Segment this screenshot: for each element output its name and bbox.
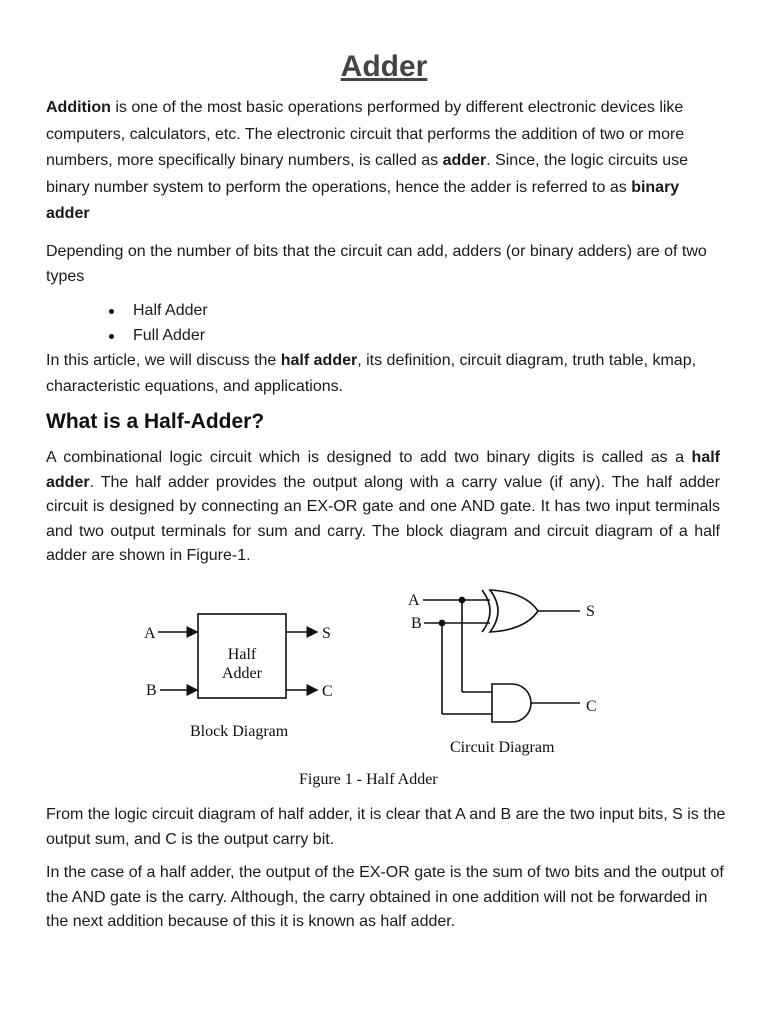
definition-text-2: . The half adder provides the output along with a carry value (if any). The half adder circuit is designed by connecting an EX-OR gate and one AND gate. It has two input terminals and two output terminals for sum and carry. The block diagram and circuit diagram of a half adder are shown in Figure-1. [46, 473, 720, 565]
types-paragraph: Depending on the number of bits that the circuit can add, adders (or binary adders) are of two types [46, 243, 707, 285]
intro-bold-addition: Addition [46, 99, 111, 116]
adder-types-list [105, 298, 208, 348]
half-adder-diagram [110, 584, 640, 794]
circuit-diagram-caption: Circuit Diagram [450, 739, 555, 756]
definition-bold-half-adder: half adder [46, 449, 720, 491]
explanation-paragraph-2: In the case of a half adder, the output of the EX-OR gate is the sum of two bits and the output of the AND gate is the carry. Although, the carry obtained in one addition will not be forwarded in the next addition because of this it is known as half adder. [46, 864, 724, 931]
block-label-half: Half [227, 646, 257, 663]
section-heading: What is a Half-Adder? [46, 410, 265, 433]
article-bold-half-adder: half adder [280, 352, 358, 369]
circuit-output-c-label: C [586, 698, 597, 715]
explanation-paragraph-1: From the logic circuit diagram of half adder, it is clear that A and B are the two input bits, S is the output sum, and C is the output carry bit. [46, 806, 726, 848]
and-gate [492, 684, 531, 722]
definition-paragraph [46, 446, 720, 569]
page-title: Adder [340, 50, 428, 83]
figure-caption: Figure 1 - Half Adder [299, 771, 438, 788]
block-input-a-label: A [144, 625, 156, 642]
article-text-2: , its definition, circuit diagram, truth table, kmap, characteristic equations, and applications. [46, 352, 697, 395]
block-input-b-label: B [146, 682, 157, 699]
article-paragraph [46, 348, 726, 400]
xor-gate [490, 590, 538, 632]
definition-text-1: A combinational logic circuit which is designed to add two binary digits is called as a [46, 449, 692, 466]
list-item: Half Adder [105, 298, 208, 323]
intro-bold-binary-adder: binary adder [46, 178, 680, 222]
xor-gate-back [482, 590, 490, 632]
list-item: Full Adder [105, 323, 208, 348]
block-output-s-label: S [322, 625, 331, 642]
intro-bold-adder: adder [442, 152, 487, 169]
block-label-adder: Adder [222, 665, 262, 682]
block-diagram-caption: Block Diagram [190, 723, 289, 740]
half-adder-figure [110, 584, 640, 794]
block-output-c-label: C [322, 683, 333, 700]
intro-text-2: . Since, the logic circuits use binary number system to perform the operations, hence the adder is referred to as [46, 152, 689, 196]
intro-text-1: is one of the most basic operations performed by different electronic devices like computers, calculators, etc. The electronic circuit that performs the addition of two or more numbers, more specifically binary numbers, is called as [46, 99, 685, 169]
article-text-1: In this article, we will discuss the [46, 352, 281, 369]
circuit-input-b-label: B [411, 615, 422, 632]
block-diagram [144, 614, 333, 740]
circuit-diagram [408, 590, 597, 756]
intro-paragraph [46, 95, 726, 228]
circuit-input-a-label: A [408, 592, 420, 609]
circuit-output-s-label: S [586, 603, 595, 620]
